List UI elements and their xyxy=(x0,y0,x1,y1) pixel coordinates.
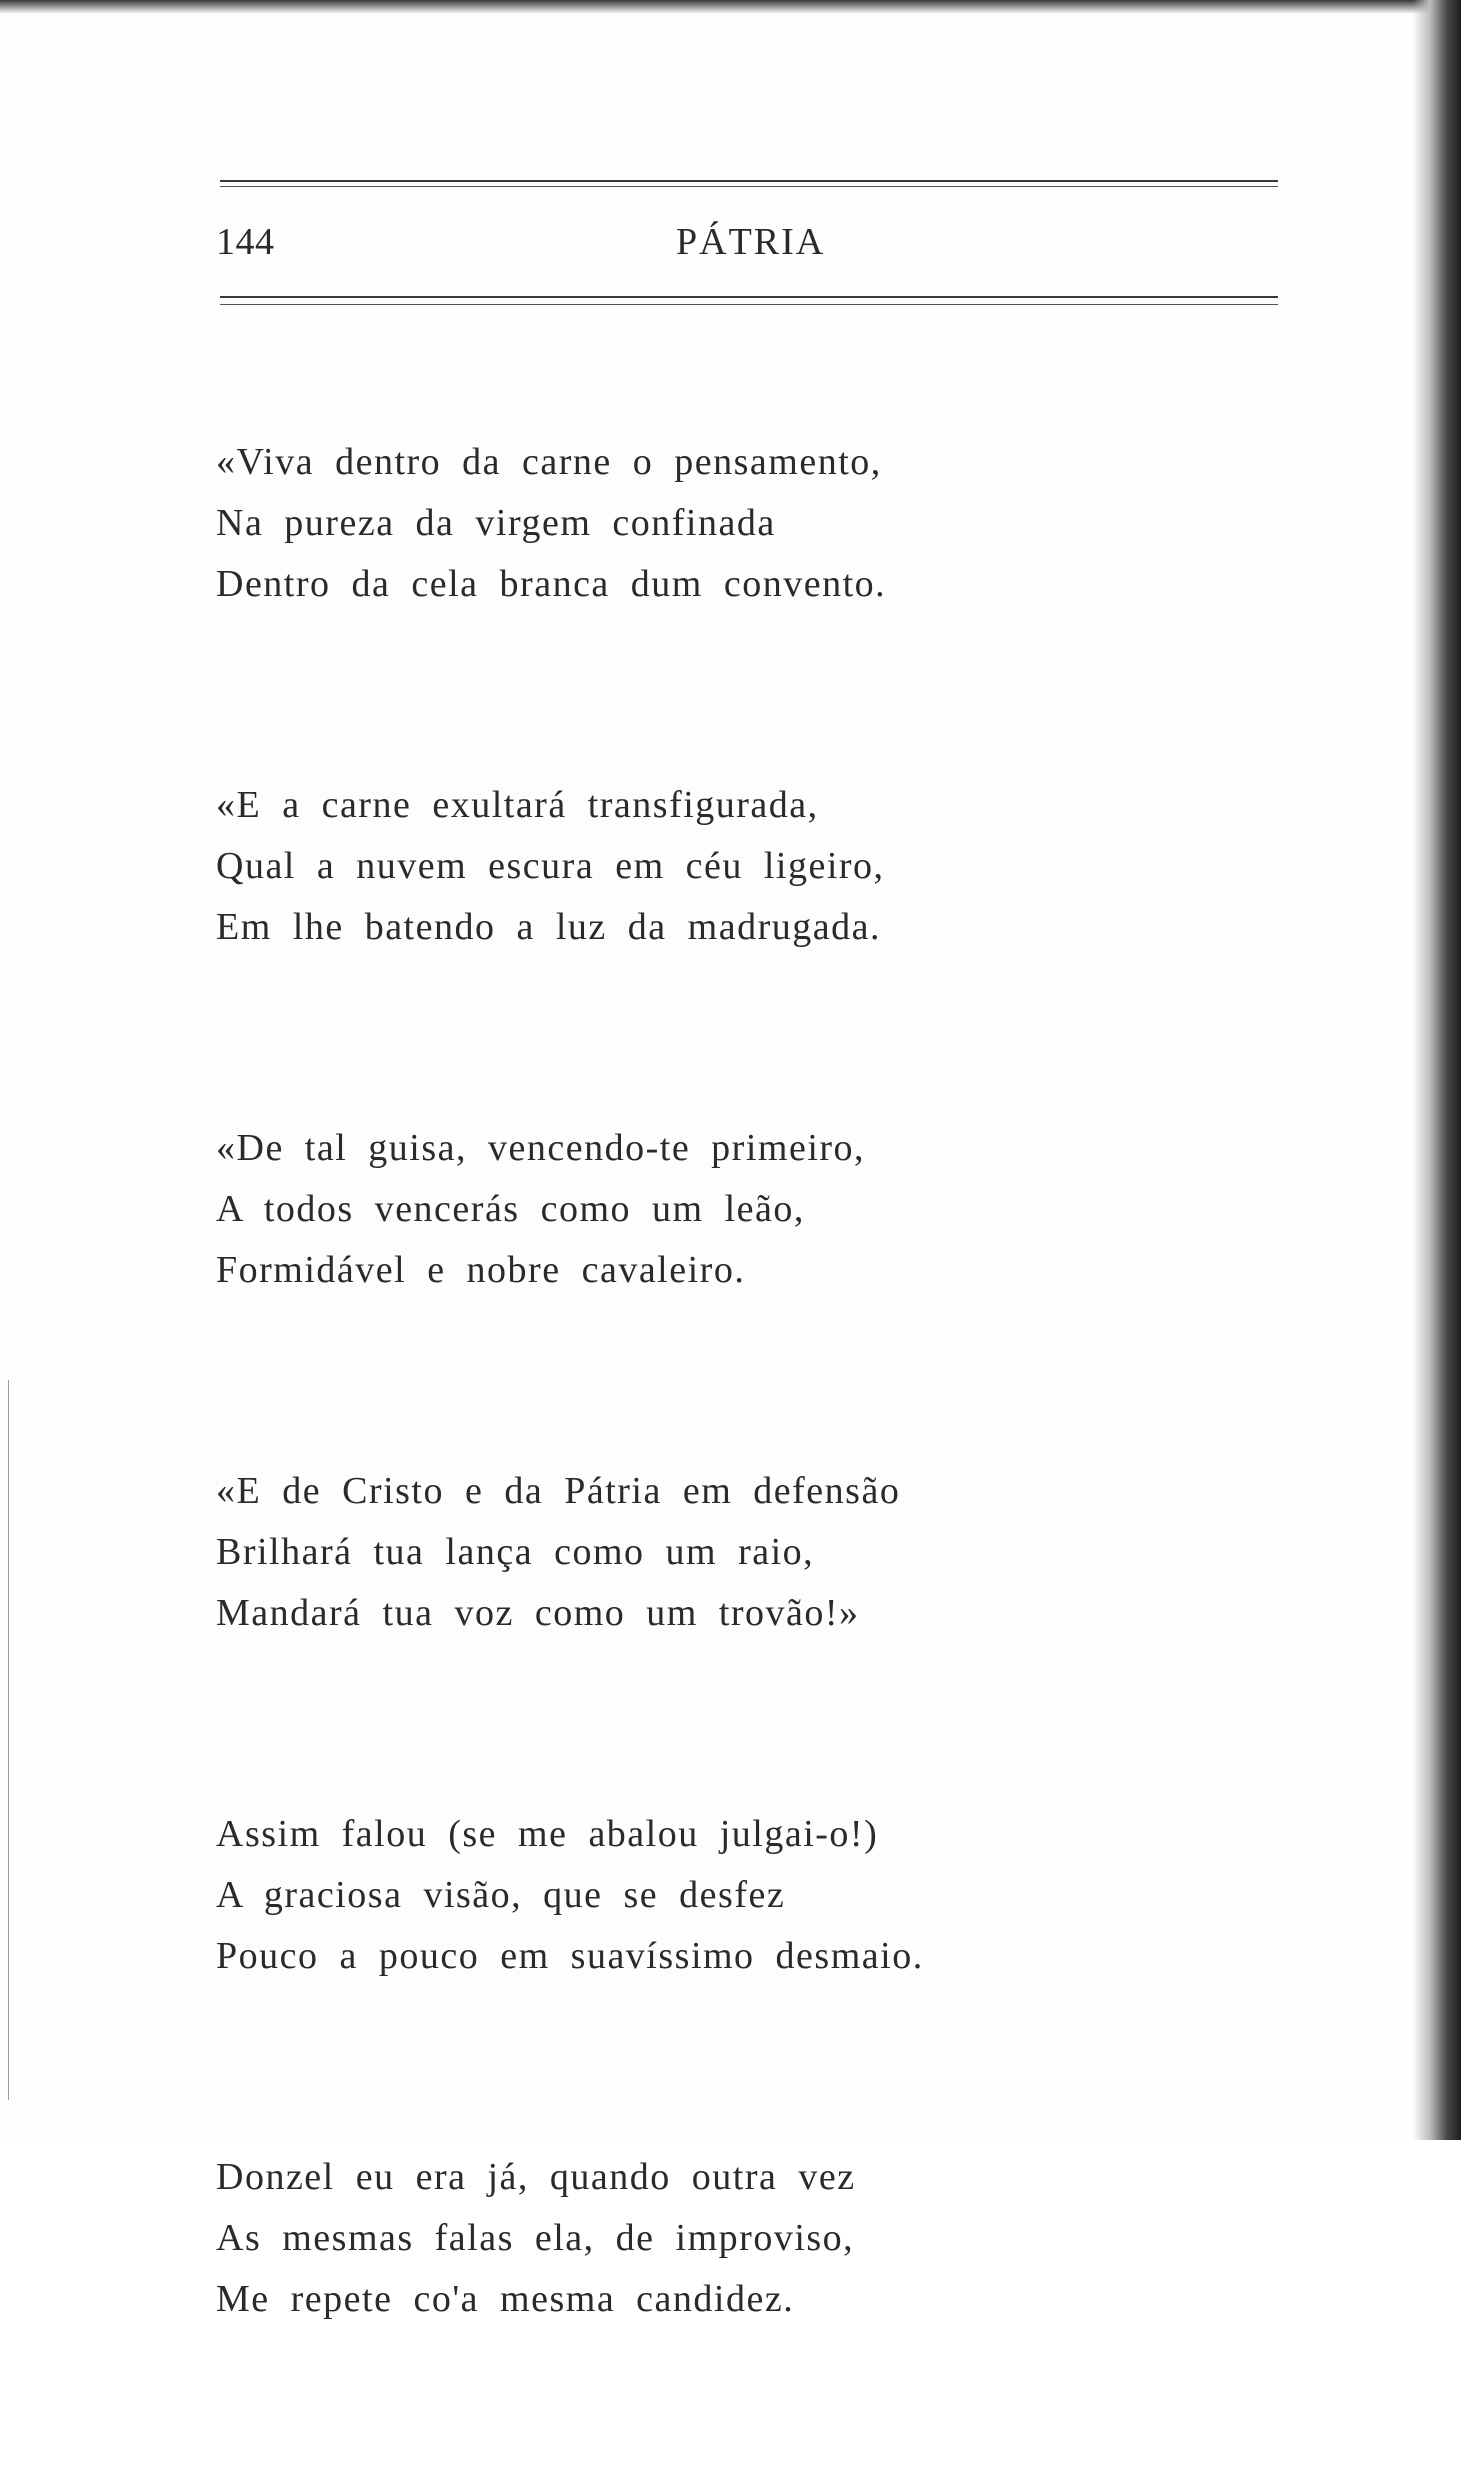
verse-line: As mesmas falas ela, de improviso, xyxy=(216,2217,855,2259)
stanza xyxy=(216,1804,1256,1987)
poem-body xyxy=(216,432,1256,2490)
stanza xyxy=(216,1118,1256,1301)
stanza xyxy=(216,2147,1256,2330)
verse-line: «E de Cristo e da Pátria em defensão xyxy=(216,1470,901,1512)
scan-left-mark xyxy=(8,1380,9,2100)
verse-line: Qual a nuvem escura em céu ligeiro, xyxy=(216,845,885,887)
verse-line: Me repete co'a mesma candidez. xyxy=(216,2278,795,2320)
running-header xyxy=(216,214,1278,270)
verse-line: A todos vencerás como um leão, xyxy=(216,1188,805,1230)
verse-line: Donzel eu era já, quando outra vez xyxy=(216,2156,856,2198)
verse-line: Assim falou (se me abalou julgai-o!) xyxy=(216,1813,879,1855)
verse-line: Na pureza da virgem confinada xyxy=(216,502,776,544)
running-title: PÁTRIA xyxy=(676,221,826,263)
verse-line: Em lhe batendo a luz da madrugada. xyxy=(216,906,881,948)
header-top-rule-thin xyxy=(220,186,1278,187)
scan-top-edge xyxy=(0,0,1461,14)
verse-line: Brilhará tua lança como um raio, xyxy=(216,1531,815,1573)
verse-line: Mandará tua voz como um trovão!» xyxy=(216,1592,860,1634)
stanza xyxy=(216,775,1256,958)
page-number: 144 xyxy=(216,221,275,263)
verse-line: «Viva dentro da carne o pensamento, xyxy=(216,441,882,483)
stanza xyxy=(216,432,1256,615)
verse-line: «E a carne exultará transfigurada, xyxy=(216,784,819,826)
header-top-rule xyxy=(220,180,1278,182)
verse-line: A graciosa visão, que se desfez xyxy=(216,1874,786,1916)
verse-line: «De tal guisa, vencendo-te primeiro, xyxy=(216,1127,866,1169)
verse-line: Formidável e nobre cavaleiro. xyxy=(216,1249,746,1291)
header-bottom-rule xyxy=(220,296,1278,298)
scan-binding-edge xyxy=(1413,0,1461,2140)
verse-line: Dentro da cela branca dum convento. xyxy=(216,563,887,605)
verse-line: Pouco a pouco em suavíssimo desmaio. xyxy=(216,1935,924,1977)
header-bottom-rule-thin xyxy=(220,304,1278,305)
stanza xyxy=(216,1461,1256,1644)
